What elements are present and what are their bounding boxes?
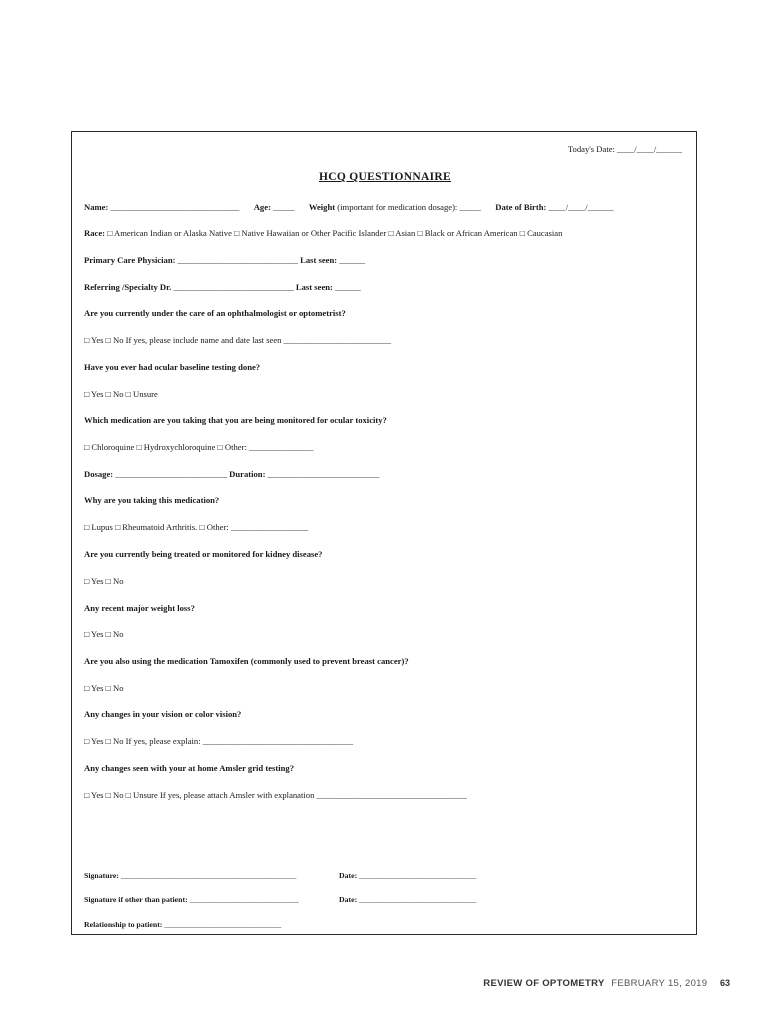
answer-tamoxifen[interactable]: □ Yes □ No	[84, 683, 124, 693]
duration-field[interactable]: __________________________	[267, 469, 380, 479]
age-field[interactable]: _____	[273, 202, 295, 212]
name-field[interactable]: ______________________________	[110, 202, 240, 212]
weight-label: Weight	[308, 202, 336, 212]
dob-label: Date of Birth:	[495, 202, 547, 212]
relationship-row	[84, 919, 281, 930]
relationship-field[interactable]: ______________________________	[164, 920, 282, 929]
signature-other-date-field[interactable]: ______________________________	[359, 895, 477, 904]
question-amsler-grid: Any changes seen with your at home Amsler grid testing?	[84, 763, 294, 773]
pcp-last-seen-label: Last seen:	[300, 255, 338, 265]
question-ophthalmologist: Are you currently under the care of an ophthalmologist or optometrist?	[84, 308, 346, 318]
race-row	[84, 228, 562, 239]
name-row	[84, 202, 613, 213]
signature-other-label: Signature if other than patient:	[84, 895, 188, 904]
questionnaire-form	[71, 131, 697, 935]
signature-field[interactable]: _____________________________________________	[120, 871, 297, 880]
signature-label: Signature:	[84, 871, 119, 880]
signature-other-date-row	[339, 894, 476, 905]
form-title: HCQ QUESTIONNAIRE	[319, 171, 451, 183]
pcp-last-seen-field[interactable]: ______	[339, 255, 366, 265]
name-label: Name:	[84, 202, 109, 212]
question-vision-changes: Any changes in your vision or color vision?	[84, 709, 242, 719]
signature-date-field[interactable]: ______________________________	[359, 871, 477, 880]
dob-field[interactable]: ____/____/______	[548, 202, 614, 212]
question-tamoxifen: Are you also using the medication Tamoxifen (commonly used to prevent breast cancer)?	[84, 656, 409, 666]
answer-baseline-testing[interactable]: □ Yes □ No □ Unsure	[84, 389, 158, 399]
question-baseline-testing: Have you ever had ocular baseline testing done?	[84, 362, 261, 372]
dosage-label: Dosage:	[84, 469, 114, 479]
answer-reason[interactable]: □ Lupus □ Rheumatoid Arthritis. □ Other: __________________	[84, 522, 309, 532]
signature-other-date-label: Date:	[339, 895, 358, 904]
answer-kidney[interactable]: □ Yes □ No	[84, 576, 124, 586]
question-medication: Which medication are you taking that you are being monitored for ocular toxicity?	[84, 415, 387, 425]
race-label: Race:	[84, 228, 105, 238]
publication-name: REVIEW OF OPTOMETRY	[483, 978, 605, 989]
answer-amsler-grid[interactable]: □ Yes □ No □ Unsure If yes, please attach Amsler with explanation ___________________________________	[84, 790, 467, 800]
signature-other-row	[84, 894, 299, 905]
answer-weight-loss[interactable]: □ Yes □ No	[84, 629, 124, 639]
answer-ophthalmologist[interactable]: □ Yes □ No If yes, please include name and date last seen _________________________	[84, 335, 392, 345]
race-options[interactable]: □ American Indian or Alaska Native □ Native Hawaiian or Other Pacific Islander □ Asian □ Black or African American □ Caucasian	[107, 228, 563, 238]
referring-last-seen-label: Last seen:	[295, 282, 333, 292]
answer-medication[interactable]: □ Chloroquine □ Hydroxychloroquine □ Other: _______________	[84, 442, 314, 452]
pcp-row	[84, 255, 365, 266]
todays-date: Today's Date: ____/____/______	[567, 144, 682, 154]
referring-field[interactable]: ____________________________	[173, 282, 294, 292]
signature-row	[84, 870, 296, 881]
signature-date-label: Date:	[339, 871, 358, 880]
page-number: 63	[719, 978, 730, 988]
referring-row	[84, 282, 361, 293]
signature-date-row	[339, 870, 476, 881]
duration-label: Duration:	[229, 469, 266, 479]
signature-other-field[interactable]: ____________________________	[189, 895, 299, 904]
page-footer	[483, 978, 730, 989]
relationship-label: Relationship to patient:	[84, 920, 163, 929]
question-weight-loss: Any recent major weight loss?	[84, 603, 195, 613]
age-label: Age:	[253, 202, 271, 212]
referring-last-seen-field[interactable]: ______	[335, 282, 361, 292]
dosage-row	[84, 469, 379, 480]
question-kidney: Are you currently being treated or monitored for kidney disease?	[84, 549, 323, 559]
pcp-label: Primary Care Physician:	[84, 255, 176, 265]
issue-date: FEBRUARY 15, 2019	[611, 978, 708, 989]
dosage-field[interactable]: __________________________	[115, 469, 227, 479]
pcp-field[interactable]: ____________________________	[177, 255, 298, 265]
answer-vision-changes[interactable]: □ Yes □ No If yes, please explain: ___________________________________	[84, 736, 354, 746]
weight-field[interactable]: (important for medication dosage): _____	[337, 202, 481, 212]
question-reason: Why are you taking this medication?	[84, 495, 220, 505]
referring-label: Referring /Specialty Dr.	[84, 282, 172, 292]
